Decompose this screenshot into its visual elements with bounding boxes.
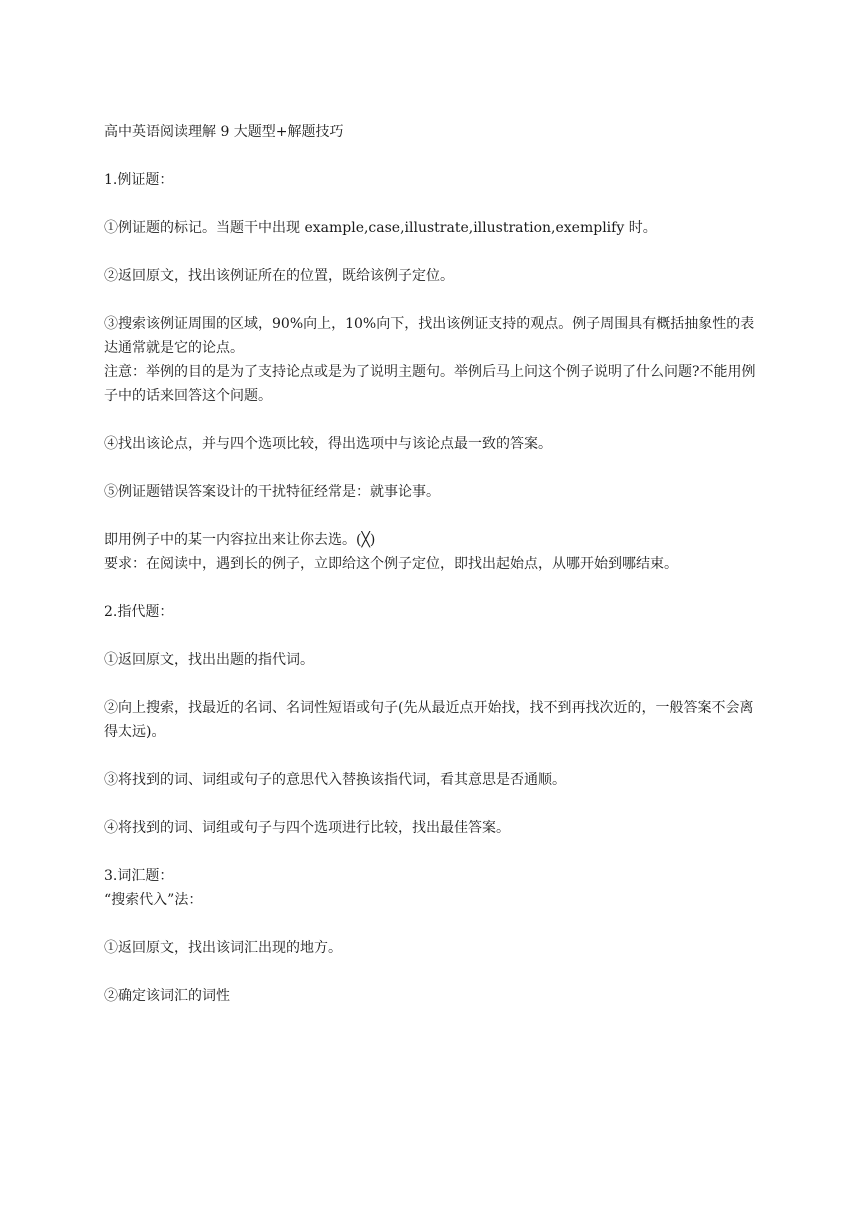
paragraph: ④找出该论点，并与四个选项比较，得出选项中与该论点最一致的答案。 [104, 436, 552, 452]
paragraph: ①返回原文，找出出题的指代词。 [104, 652, 314, 668]
paragraph: ①返回原文，找出该词汇出现的地方。 [104, 940, 342, 956]
note-paragraph: 注意：举例的目的是为了支持论点或是为了说明主题句。举例后马上问这个例子说明了什么问题?不能用例子中的话来回答这个问题。 [104, 364, 756, 404]
paragraph: ③将找到的词、词组或句子的意思代入替换该指代词，看其意思是否通顺。 [104, 772, 566, 788]
document-title: 高中英语阅读理解 9 大题型+解题技巧 [104, 124, 344, 140]
section-2-heading: 2.指代题： [104, 604, 174, 620]
paragraph: ⑤例证题错误答案设计的干扰特征经常是：就事论事。 [104, 484, 440, 500]
section-1-heading: 1.例证题： [104, 172, 174, 188]
paragraph: ②返回原文，找出该例证所在的位置，既给该例子定位。 [104, 268, 454, 284]
document-body [104, 120, 756, 1008]
paragraph: ③搜索该例证周围的区域，90%向上，10%向下，找出该例证支持的观点。例子周围具有概括抽象性的表达通常就是它的论点。 [104, 316, 755, 356]
paragraph: 即用例子中的某一内容拉出来让你去选。(╳) [104, 532, 376, 548]
requirement-paragraph: 要求：在阅读中，遇到长的例子，立即给这个例子定位，即找出起始点，从哪开始到哪结束。 [104, 556, 678, 572]
paragraph: ②向上搜索，找最近的名词、名词性短语或句子(先从最近点开始找，找不到再找次近的，一般答案不会离得太远)。 [104, 700, 754, 740]
paragraph: ①例证题的标记。当题干中出现 example,case,illustrate,illustration,exemplify 时。 [104, 220, 657, 236]
section-3-subheading: “搜索代入”法： [104, 892, 203, 908]
paragraph: ④将找到的词、词组或句子与四个选项进行比较，找出最佳答案。 [104, 820, 510, 836]
paragraph: ②确定该词汇的词性 [104, 988, 230, 1004]
section-3-heading: 3.词汇题： [104, 868, 174, 884]
